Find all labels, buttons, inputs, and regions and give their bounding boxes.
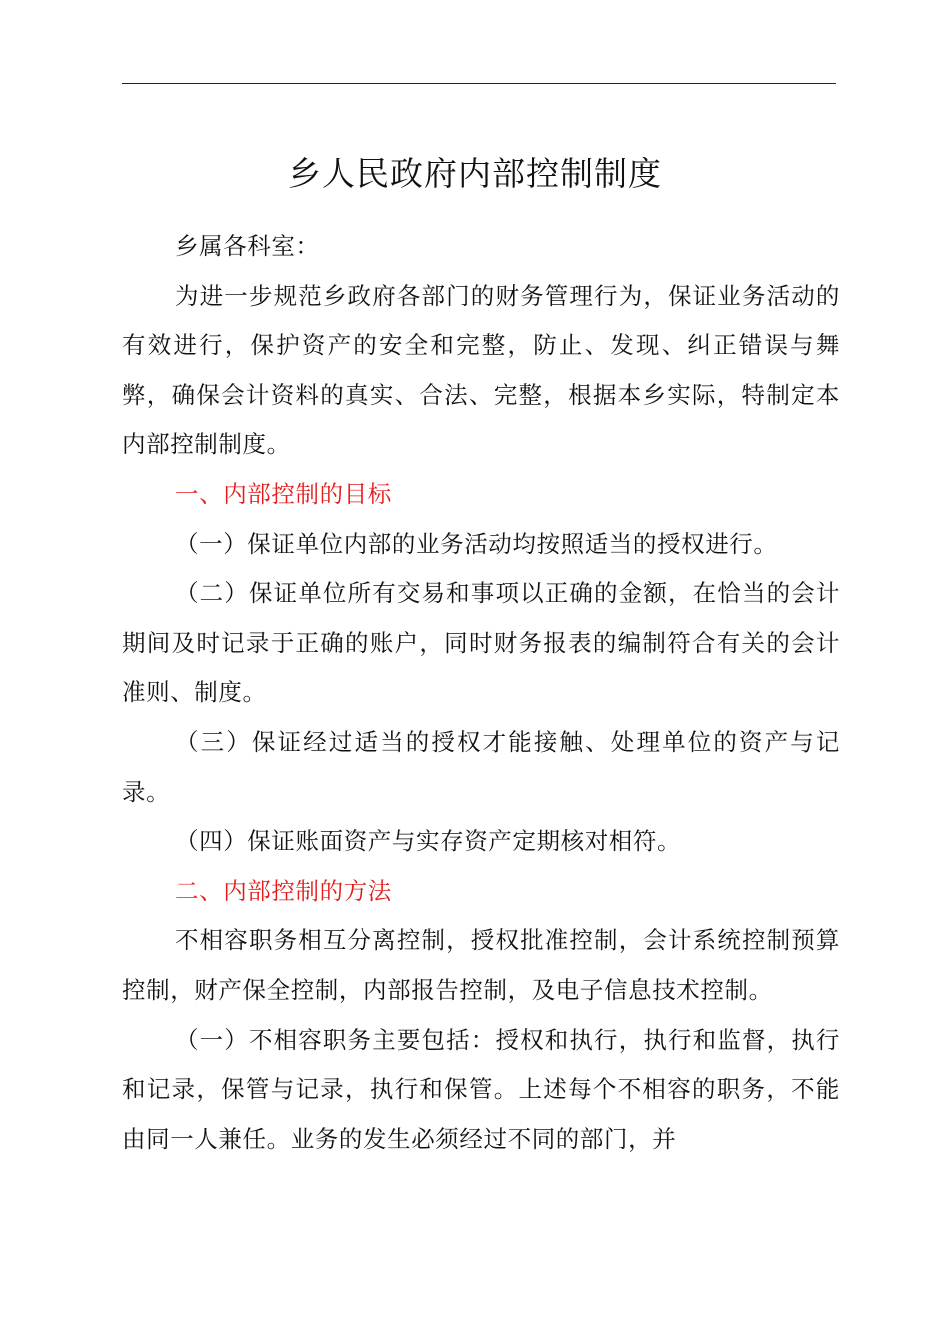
goal-item-1: （一）保证单位内部的业务活动均按照适当的授权进行。 bbox=[175, 529, 778, 558]
document-body bbox=[122, 222, 840, 1164]
methods-intro: 不相容职务相互分离控制，授权批准控制，会计系统控制预算控制，财产保全控制，内部报告控制，及电子信息技术控制。 bbox=[122, 926, 840, 1004]
intro-paragraph: 为进一步规范乡政府各部门的财务管理行为，保证业务活动的有效进行，保护资产的安全和完整，防止、发现、纠正错误与舞弊，确保会计资料的真实、合法、完整，根据本乡实际，特制定本内部控制制度。 bbox=[122, 281, 840, 459]
greeting: 乡属各科室： bbox=[175, 232, 320, 260]
goal-item-2: （二）保证单位所有交易和事项以正确的金额，在恰当的会计期间及时记录于正确的账户，同时财务报表的编制符合有关的会计准则、制度。 bbox=[122, 579, 840, 707]
goal-item-4: （四）保证账面资产与实存资产定期核对相符。 bbox=[175, 827, 682, 856]
goal-item-3: （三）保证经过适当的授权才能接触、处理单位的资产与记录。 bbox=[122, 727, 840, 806]
page-title: 乡人民政府内部控制制度 bbox=[288, 154, 662, 193]
section-heading-methods: 二、内部控制的方法 bbox=[175, 876, 392, 905]
header-rule bbox=[122, 83, 836, 84]
method-item-1: （一）不相容职务主要包括：授权和执行，执行和监督，执行和记录，保管与记录，执行和保管。上述每个不相容的职务，不能由同一人兼任。业务的发生必须经过不同的部门，并 bbox=[122, 1025, 840, 1153]
section-heading-goals: 一、内部控制的目标 bbox=[175, 479, 392, 508]
